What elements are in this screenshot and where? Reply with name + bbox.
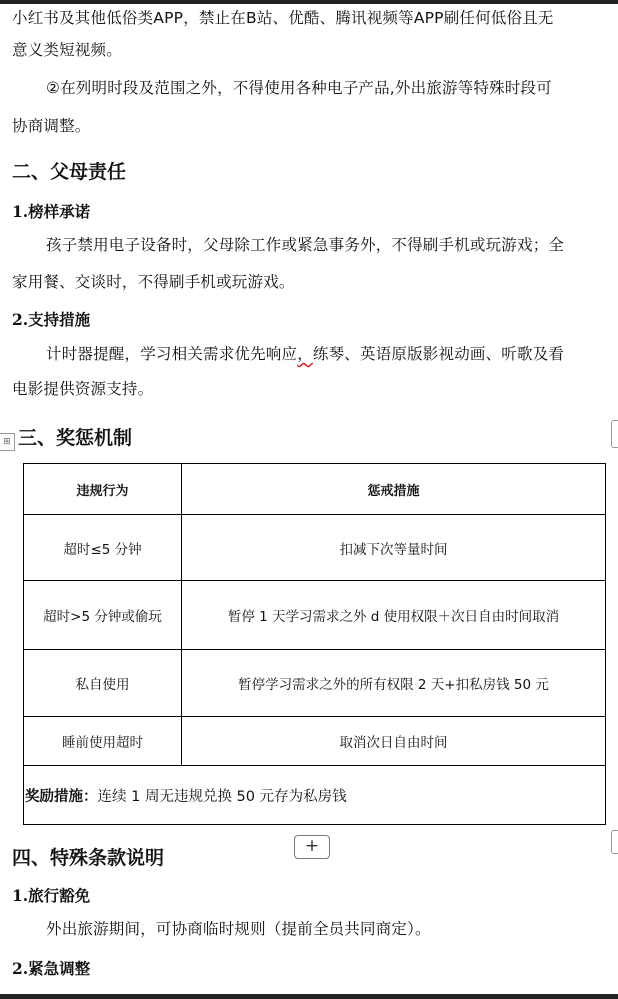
table-cell: 超时>5 分钟或偷玩 (24, 581, 182, 650)
paragraph-line: 家用餐、交谈时，不得刷手机或玩游戏。 (12, 273, 295, 291)
text-run: 计时器提醒，学习相关需求优先响应 (46, 345, 298, 363)
spellcheck-mark[interactable]: ， (297, 345, 313, 363)
text-run: 练琴、英语原版影视动画、听歌及看 (312, 345, 565, 363)
paragraph-line: 电影提供资源支持。 (12, 380, 154, 398)
add-row-button[interactable]: + (294, 835, 330, 859)
section-heading-special-terms: 四、特殊条款说明 (12, 847, 165, 869)
paragraph-line: 孩子禁用电子设备时，父母除工作或紧急事务外，不得刷手机或玩游戏；全 (46, 236, 565, 254)
subheading-travel: 1.旅行豁免 (12, 886, 91, 905)
reward-label: 奖励措施： (25, 788, 98, 805)
paragraph-line (12, 338, 610, 370)
right-edge-tab[interactable] (611, 830, 618, 854)
reward-cell (24, 766, 606, 825)
subheading-emergency: 2.紧急调整 (12, 959, 91, 978)
table-move-handle-icon[interactable]: ⊞ (0, 433, 15, 451)
paragraph-line: 小红书及其他低俗类APP，禁止在B站、优酷、腾讯视频等APP刷任何低俗且无 (12, 9, 554, 27)
table-row (24, 650, 606, 717)
paragraph-line: 协商调整。 (12, 117, 91, 135)
table-row (24, 581, 606, 650)
bottom-edge (0, 994, 618, 999)
table-header-cell: 惩戒措施 (182, 464, 606, 515)
table-cell: 暂停 1 天学习需求之外 d 使用权限＋次日自由时间取消 (182, 581, 606, 650)
paragraph-line: 意义类短视频。 (12, 41, 122, 59)
table-cell: 扣减下次等量时间 (182, 515, 606, 581)
table-row (24, 515, 606, 581)
subheading-support: 2.支持措施 (12, 310, 91, 329)
table-row (24, 717, 606, 766)
subheading-role-model: 1.榜样承诺 (12, 202, 91, 221)
table-row-reward (24, 766, 606, 825)
section-heading-parent-duty: 二、父母责任 (12, 161, 127, 183)
table-cell: 睡前使用超时 (24, 717, 182, 766)
right-edge-tab[interactable] (611, 420, 618, 448)
table-header-cell: 违规行为 (24, 464, 182, 515)
table-header-row (24, 464, 606, 515)
table-cell: 私自使用 (24, 650, 182, 717)
reward-text: 连续 1 周无违规兑换 50 元存为私房钱 (97, 788, 347, 805)
paragraph-line: 外出旅游期间，可协商临时规则（提前全员共同商定）。 (46, 920, 431, 938)
table-cell: 超时≤5 分钟 (24, 515, 182, 581)
section-heading-reward-punish: 三、奖惩机制 (18, 427, 133, 449)
rules-table (23, 463, 606, 825)
paragraph-line: ②在列明时段及范围之外，不得使用各种电子产品,外出旅游等特殊时段可 (46, 79, 552, 97)
table-cell: 暂停学习需求之外的所有权限 2 天+扣私房钱 50 元 (182, 650, 606, 717)
table-cell: 取消次日自由时间 (182, 717, 606, 766)
